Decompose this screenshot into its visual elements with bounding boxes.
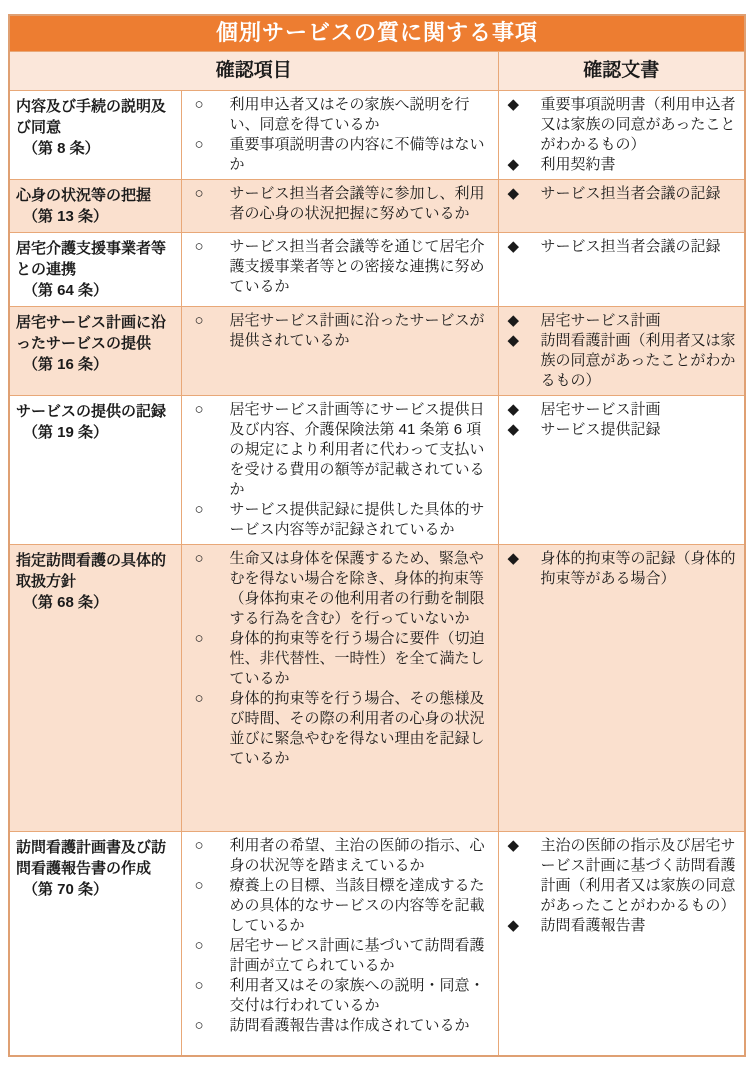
circle-bullet-icon: ○ <box>194 550 204 567</box>
page-title: 個別サービスの質に関する事項 <box>9 15 745 52</box>
circle-bullet-icon: ○ <box>194 837 204 854</box>
list-item-text: 利用契約書 <box>540 156 616 173</box>
document-list <box>499 237 743 257</box>
list-item <box>182 311 496 351</box>
list-item <box>182 135 496 175</box>
circle-bullet-icon: ○ <box>194 630 204 647</box>
list-item <box>182 237 496 297</box>
document-list <box>499 400 743 440</box>
item-cell <box>9 233 181 307</box>
diamond-bullet-icon: ◆ <box>507 917 520 934</box>
document-list <box>499 95 743 175</box>
list-item-text: 居宅サービス計画に沿ったサービスが提供されているか <box>229 312 485 349</box>
diamond-bullet-icon: ◆ <box>507 156 520 173</box>
list-item-text: 身体的拘束等の記録（身体的拘束等がある場合） <box>540 550 736 587</box>
circle-bullet-icon: ○ <box>194 96 204 113</box>
column-header-check-documents: 確認文書 <box>498 52 745 91</box>
documents-cell <box>498 832 745 1056</box>
document-list <box>499 836 743 936</box>
list-item-text: 訪問看護計画（利用者又は家族の同意があったことがわかるもの） <box>540 332 736 389</box>
item-title: サービスの提供の記録 <box>16 403 167 420</box>
column-header-check-items: 確認項目 <box>9 52 498 91</box>
list-item <box>499 549 743 589</box>
item-article: （第 70 条） <box>23 881 109 898</box>
list-item <box>182 689 496 769</box>
table-row <box>9 396 745 545</box>
list-item-text: 居宅サービス計画等にサービス提供日及び内容、介護保険法第 41 条第 6 項の規定により利用者に代わって支払いを受ける費用の額等が記載されているか <box>229 401 485 498</box>
list-item <box>499 420 743 440</box>
list-item <box>499 836 743 916</box>
check-list <box>182 237 496 297</box>
item-cell <box>9 832 181 1056</box>
check-items-cell <box>181 545 498 832</box>
check-items-cell <box>181 180 498 233</box>
list-item-text: 訪問看護報告書は作成されているか <box>229 1017 470 1034</box>
list-item-text: 主治の医師の指示及び居宅サービス計画に基づく訪問看護計画（利用者又は家族の同意があったことがわかるもの） <box>540 837 736 914</box>
list-item-text: 身体的拘束等を行う場合、その態様及び時間、その際の利用者の心身の状況並びに緊急やむを得ない理由を記録しているか <box>229 690 485 767</box>
diamond-bullet-icon: ◆ <box>507 837 520 854</box>
check-list <box>182 184 496 224</box>
list-item-text: 生命又は身体を保護するため、緊急やむを得ない場合を除き、身体的拘束等（身体拘束その他利用者の行動を制限する行為を含む）を行っていないか <box>229 550 485 627</box>
list-item <box>499 331 743 391</box>
diamond-bullet-icon: ◆ <box>507 96 520 113</box>
list-item-text: 身体的拘束等を行う場合に要件（切迫性、非代替性、一時性）を全て満たしているか <box>229 630 485 687</box>
diamond-bullet-icon: ◆ <box>507 421 520 438</box>
list-item <box>182 184 496 224</box>
document-list <box>499 184 743 204</box>
circle-bullet-icon: ○ <box>194 185 204 202</box>
diamond-bullet-icon: ◆ <box>507 238 520 255</box>
check-items-cell <box>181 307 498 396</box>
documents-cell <box>498 307 745 396</box>
check-list <box>182 836 496 1036</box>
list-item-text: サービス担当者会議の記録 <box>540 238 721 255</box>
list-item-text: 居宅サービス計画 <box>540 312 661 329</box>
list-item <box>182 1016 496 1036</box>
list-item-text: サービス担当者会議等に参加し、利用者の心身の状況把握に努めているか <box>229 185 485 222</box>
check-items-cell <box>181 91 498 180</box>
list-item <box>182 936 496 976</box>
list-item-text: 重要事項説明書の内容に不備等はないか <box>229 136 485 173</box>
list-item <box>182 549 496 629</box>
check-list <box>182 549 496 769</box>
item-article: （第 64 条） <box>23 282 109 299</box>
item-cell <box>9 180 181 233</box>
list-item <box>499 311 743 331</box>
service-quality-table <box>8 14 746 1057</box>
circle-bullet-icon: ○ <box>194 401 204 418</box>
table-row <box>9 832 745 1056</box>
check-items-cell <box>181 832 498 1056</box>
circle-bullet-icon: ○ <box>194 877 204 894</box>
item-article: （第 68 条） <box>23 594 109 611</box>
list-item <box>499 237 743 257</box>
check-list <box>182 400 496 540</box>
documents-cell <box>498 545 745 832</box>
list-item <box>182 500 496 540</box>
list-item <box>499 95 743 155</box>
list-item-text: サービス提供記録 <box>540 421 661 438</box>
diamond-bullet-icon: ◆ <box>507 332 520 349</box>
document-list <box>499 549 743 589</box>
list-item <box>182 629 496 689</box>
documents-cell <box>498 180 745 233</box>
circle-bullet-icon: ○ <box>194 312 204 329</box>
item-article: （第 19 条） <box>23 424 109 441</box>
documents-cell <box>498 233 745 307</box>
item-title: 居宅介護支援事業者等との連携 <box>16 240 167 278</box>
item-title: 訪問看護計画書及び訪問看護報告書の作成 <box>16 839 167 877</box>
list-item <box>182 876 496 936</box>
list-item <box>499 400 743 420</box>
circle-bullet-icon: ○ <box>194 977 204 994</box>
item-title: 内容及び手続の説明及び同意 <box>16 98 167 136</box>
item-cell <box>9 91 181 180</box>
document-list <box>499 311 743 391</box>
item-article: （第 16 条） <box>23 356 109 373</box>
item-article: （第 8 条） <box>23 140 100 157</box>
list-item <box>182 400 496 500</box>
item-article: （第 13 条） <box>23 208 109 225</box>
table-row <box>9 307 745 396</box>
list-item <box>182 836 496 876</box>
item-cell <box>9 396 181 545</box>
check-list <box>182 95 496 175</box>
list-item-text: 居宅サービス計画に基づいて訪問看護計画が立てられているか <box>229 937 485 974</box>
check-list <box>182 311 496 351</box>
table-row <box>9 180 745 233</box>
list-item-text: サービス担当者会議の記録 <box>540 185 721 202</box>
list-item-text: サービス提供記録に提供した具体的サービス内容等が記録されているか <box>229 501 485 538</box>
list-item-text: 利用申込者又はその家族へ説明を行い、同意を得ているか <box>229 96 470 133</box>
table-row <box>9 91 745 180</box>
circle-bullet-icon: ○ <box>194 501 204 518</box>
item-title: 指定訪問看護の具体的取扱方針 <box>16 552 167 590</box>
column-header-row <box>9 52 745 91</box>
item-cell <box>9 545 181 832</box>
diamond-bullet-icon: ◆ <box>507 550 520 567</box>
title-row <box>9 15 745 52</box>
item-title: 心身の状況等の把握 <box>16 187 152 204</box>
documents-cell <box>498 396 745 545</box>
list-item-text: 重要事項説明書（利用申込者又は家族の同意があったことがわかるもの） <box>540 96 736 153</box>
list-item-text: 利用者又はその家族への説明・同意・交付は行われているか <box>229 977 485 1014</box>
item-cell <box>9 307 181 396</box>
diamond-bullet-icon: ◆ <box>507 401 520 418</box>
list-item-text: 利用者の希望、主治の医師の指示、心身の状況等を踏まえているか <box>229 837 485 874</box>
list-item-text: 訪問看護報告書 <box>540 917 646 934</box>
item-title: 居宅サービス計画に沿ったサービスの提供 <box>16 314 167 352</box>
list-item <box>499 184 743 204</box>
documents-cell <box>498 91 745 180</box>
list-item <box>499 155 743 175</box>
circle-bullet-icon: ○ <box>194 238 204 255</box>
circle-bullet-icon: ○ <box>194 1017 204 1034</box>
diamond-bullet-icon: ◆ <box>507 312 520 329</box>
table-row <box>9 233 745 307</box>
list-item <box>182 95 496 135</box>
table-row <box>9 545 745 832</box>
circle-bullet-icon: ○ <box>194 136 204 153</box>
list-item-text: 居宅サービス計画 <box>540 401 661 418</box>
diamond-bullet-icon: ◆ <box>507 185 520 202</box>
list-item-text: 療養上の目標、当該目標を達成するための具体的なサービスの内容等を記載しているか <box>229 877 485 934</box>
check-items-cell <box>181 396 498 545</box>
list-item-text: サービス担当者会議等を通じて居宅介護支援事業者等との密接な連携に努めているか <box>229 238 485 295</box>
circle-bullet-icon: ○ <box>194 690 204 707</box>
circle-bullet-icon: ○ <box>194 937 204 954</box>
check-items-cell <box>181 233 498 307</box>
list-item <box>182 976 496 1016</box>
list-item <box>499 916 743 936</box>
